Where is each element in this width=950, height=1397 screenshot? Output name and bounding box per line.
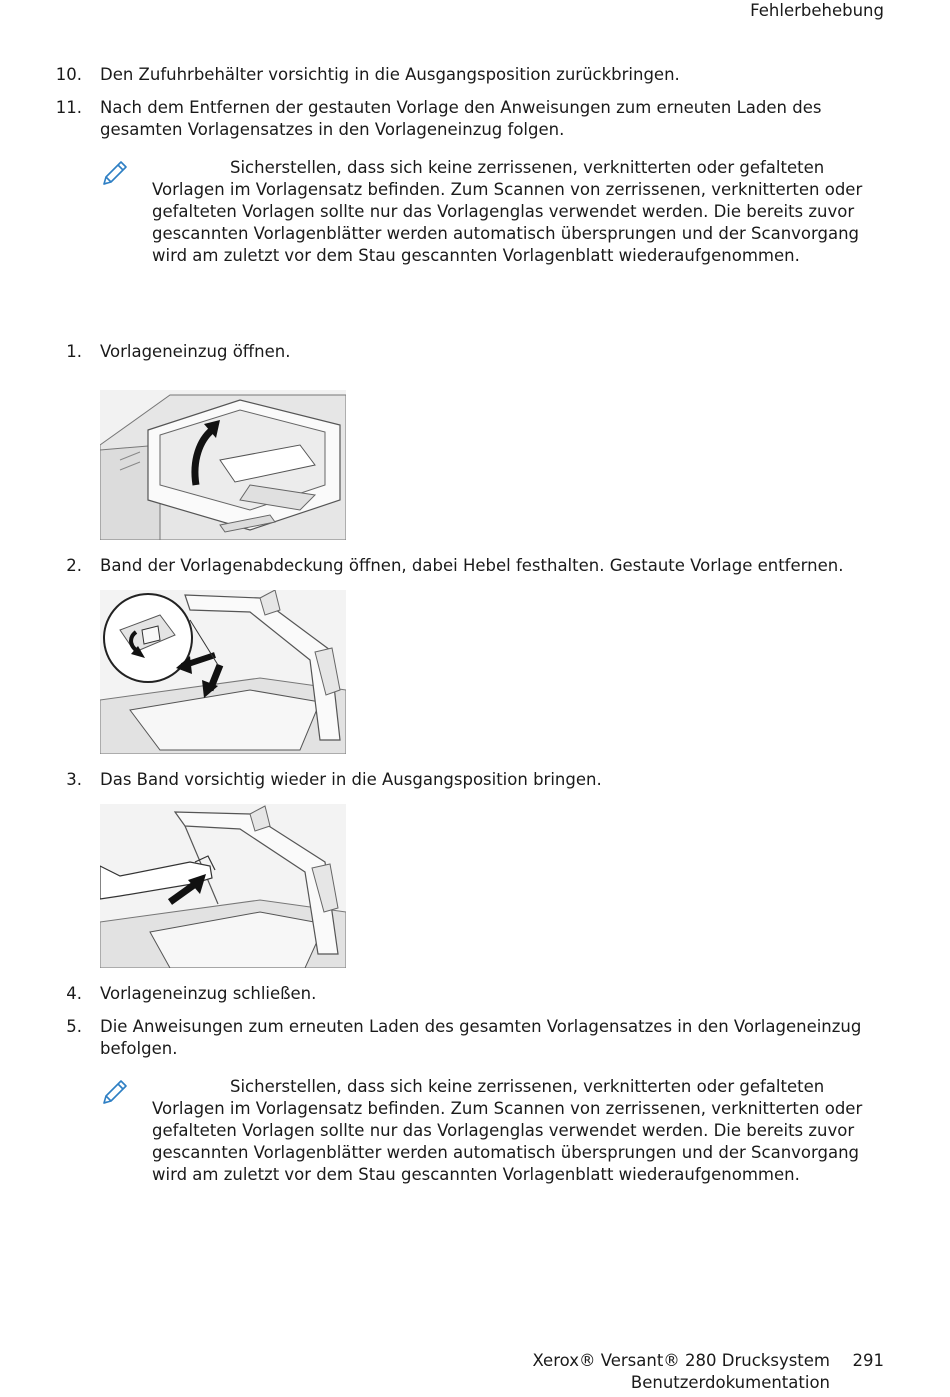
illustration-open-feeder <box>100 390 346 540</box>
step-text-continued: gesamten Vorlagensatzes in den Vorlageneinzug folgen. <box>100 120 565 139</box>
step-number: 1. <box>66 342 82 361</box>
note-line: Vorlagen im Vorlagensatz befinden. Zum Scannen von zerrissenen, verknitterten oder <box>152 180 863 199</box>
step-text: Den Zufuhrbehälter vorsichtig in die Ausgangsposition zurückbringen. <box>100 65 680 84</box>
note-line: Sicherstellen, dass sich keine zerrissenen, verknitterten oder gefalteten <box>230 1077 825 1096</box>
step-number: 10. <box>55 65 82 84</box>
note-line: Sicherstellen, dass sich keine zerrissenen, verknitterten oder gefalteten <box>230 158 825 177</box>
note-line: gefalteten Vorlagen sollte nur das Vorlagenglas verwendet werden. Die bereits zuvor <box>152 1121 855 1140</box>
page-number: 291 <box>852 1351 884 1370</box>
running-header: Fehlerbehebung <box>750 1 884 20</box>
step-number: 4. <box>66 984 82 1003</box>
step-number: 11. <box>55 98 82 117</box>
pencil-icon <box>100 158 130 188</box>
footer-product: Xerox® Versant® 280 Drucksystem <box>532 1351 830 1370</box>
note-line: wird am zuletzt vor dem Stau gescannten Vorlagenblatt wiederaufgenommen. <box>152 246 800 265</box>
step-number: 2. <box>66 556 82 575</box>
pencil-icon <box>100 1077 130 1107</box>
note-line: gescannten Vorlagenblätter werden automatisch übersprungen und der Scanvorgang <box>152 224 860 243</box>
note-line: Vorlagen im Vorlagensatz befinden. Zum Scannen von zerrissenen, verknitterten oder <box>152 1099 863 1118</box>
step-text: Nach dem Entfernen der gestauten Vorlage den Anweisungen zum erneuten Laden des <box>100 98 822 117</box>
illustration-open-belt <box>100 590 346 754</box>
step-number: 5. <box>66 1017 82 1036</box>
step-text: Band der Vorlagenabdeckung öffnen, dabei Hebel festhalten. Gestaute Vorlage entfernen. <box>100 556 844 575</box>
step-text: Vorlageneinzug öffnen. <box>100 342 291 361</box>
note-line: gescannten Vorlagenblätter werden automatisch übersprungen und der Scanvorgang <box>152 1143 860 1162</box>
step-text: Vorlageneinzug schließen. <box>100 984 317 1003</box>
footer-doc-title: Benutzerdokumentation <box>630 1373 830 1392</box>
step-number: 3. <box>66 770 82 789</box>
note-text <box>152 157 862 267</box>
note-text <box>152 1076 862 1186</box>
note-line: wird am zuletzt vor dem Stau gescannten Vorlagenblatt wiederaufgenommen. <box>152 1165 800 1184</box>
illustration-close-belt <box>100 804 346 968</box>
step-text-continued: befolgen. <box>100 1039 178 1058</box>
note-line: gefalteten Vorlagen sollte nur das Vorlagenglas verwendet werden. Die bereits zuvor <box>152 202 855 221</box>
step-text: Das Band vorsichtig wieder in die Ausgangsposition bringen. <box>100 770 602 789</box>
step-text: Die Anweisungen zum erneuten Laden des gesamten Vorlagensatzes in den Vorlageneinzug <box>100 1017 862 1036</box>
